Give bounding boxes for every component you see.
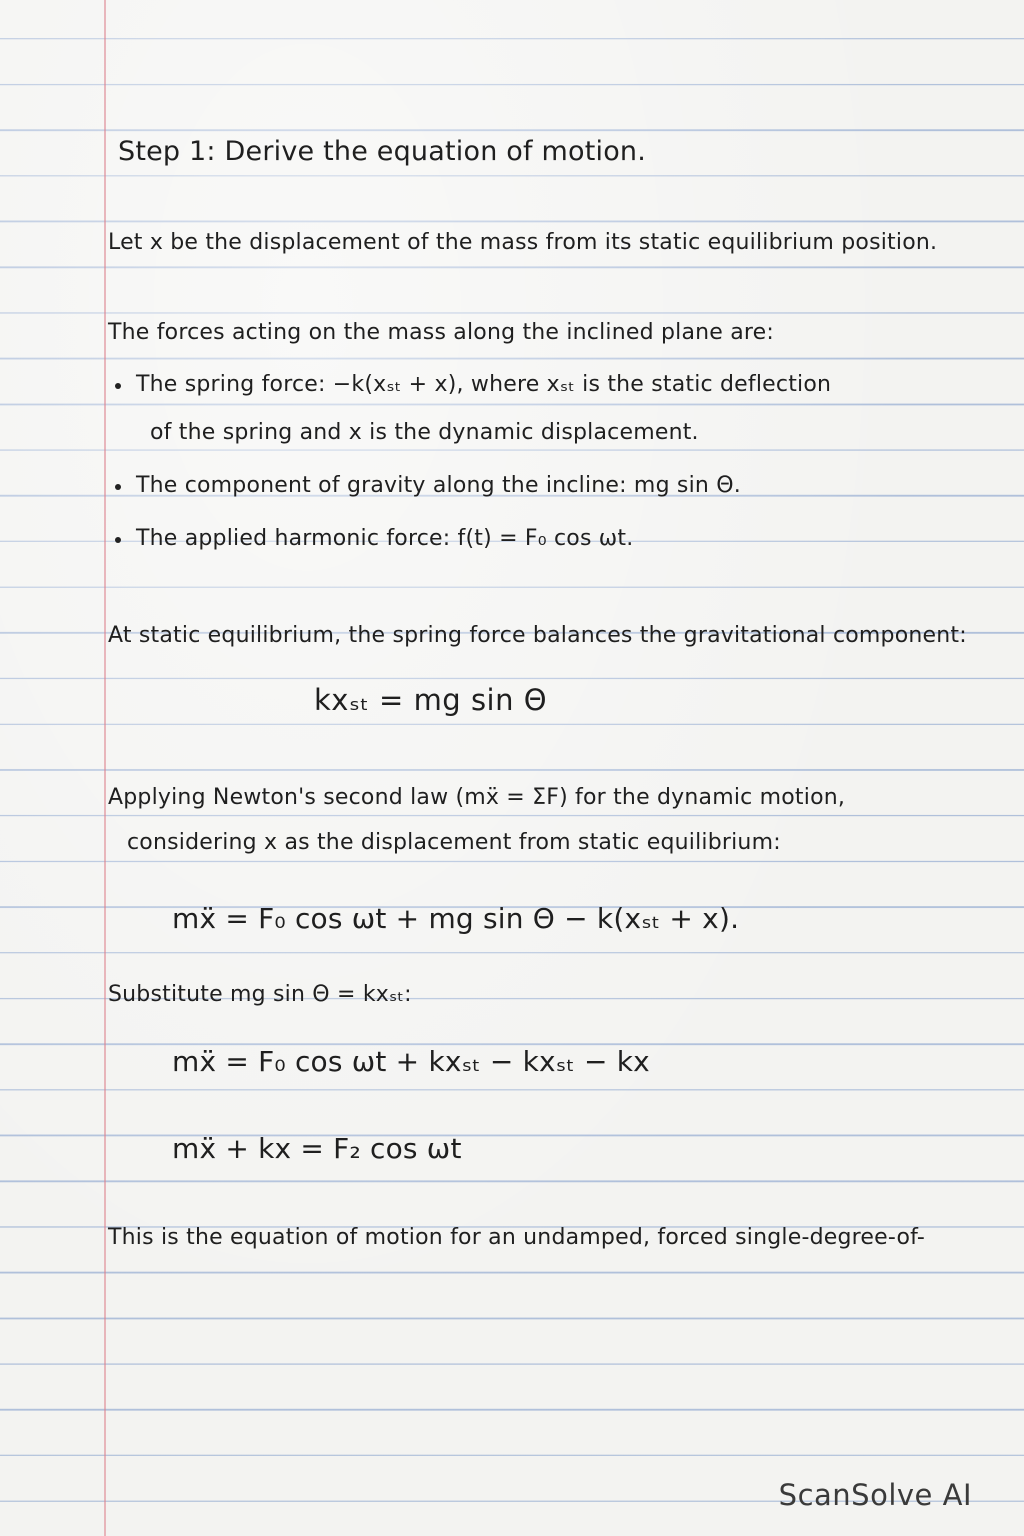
bullet-spring-line-2: of the spring and x is the dynamic displacement. bbox=[150, 420, 699, 445]
newton-line-1: Applying Newton's second law (mẍ = ΣF) for the dynamic motion, bbox=[108, 785, 846, 810]
bullet-icon bbox=[115, 537, 121, 543]
equation-substituted: mẍ = F₀ cos ωt + kxₛₜ − kxₛₜ − kx bbox=[172, 1045, 650, 1078]
forces-intro: The forces acting on the mass along the inclined plane are: bbox=[108, 320, 774, 345]
step-heading: Step 1: Derive the equation of motion. bbox=[118, 136, 647, 167]
newton-line-2: considering x as the displacement from static equilibrium: bbox=[127, 830, 781, 855]
bullet-gravity: The component of gravity along the incline: mg sin Θ. bbox=[136, 473, 741, 498]
margin-line bbox=[104, 0, 106, 1536]
bullet-harmonic: The applied harmonic force: f(t) = F₀ cos ωt. bbox=[136, 526, 634, 551]
equation-static: kxₛₜ = mg sin Θ bbox=[314, 683, 548, 717]
bullet-spring-line-1: The spring force: −k(xₛₜ + x), where xₛₜ is the static deflection bbox=[136, 372, 832, 397]
conclusion-line: This is the equation of motion for an undamped, forced single-degree-of- bbox=[108, 1225, 925, 1250]
bullet-icon bbox=[115, 383, 121, 389]
equation-newton: mẍ = F₀ cos ωt + mg sin Θ − k(xₛₜ + x). bbox=[172, 902, 740, 935]
substitute-line: Substitute mg sin Θ = kxₛₜ: bbox=[108, 982, 412, 1007]
static-equilibrium-intro: At static equilibrium, the spring force balances the gravitational component: bbox=[108, 623, 967, 648]
equation-final: mẍ + kx = F₂ cos ωt bbox=[172, 1132, 462, 1165]
bullet-icon bbox=[115, 484, 121, 490]
brand-watermark: ScanSolve AI bbox=[778, 1478, 972, 1512]
intro-line: Let x be the displacement of the mass from its static equilibrium position. bbox=[108, 230, 938, 255]
